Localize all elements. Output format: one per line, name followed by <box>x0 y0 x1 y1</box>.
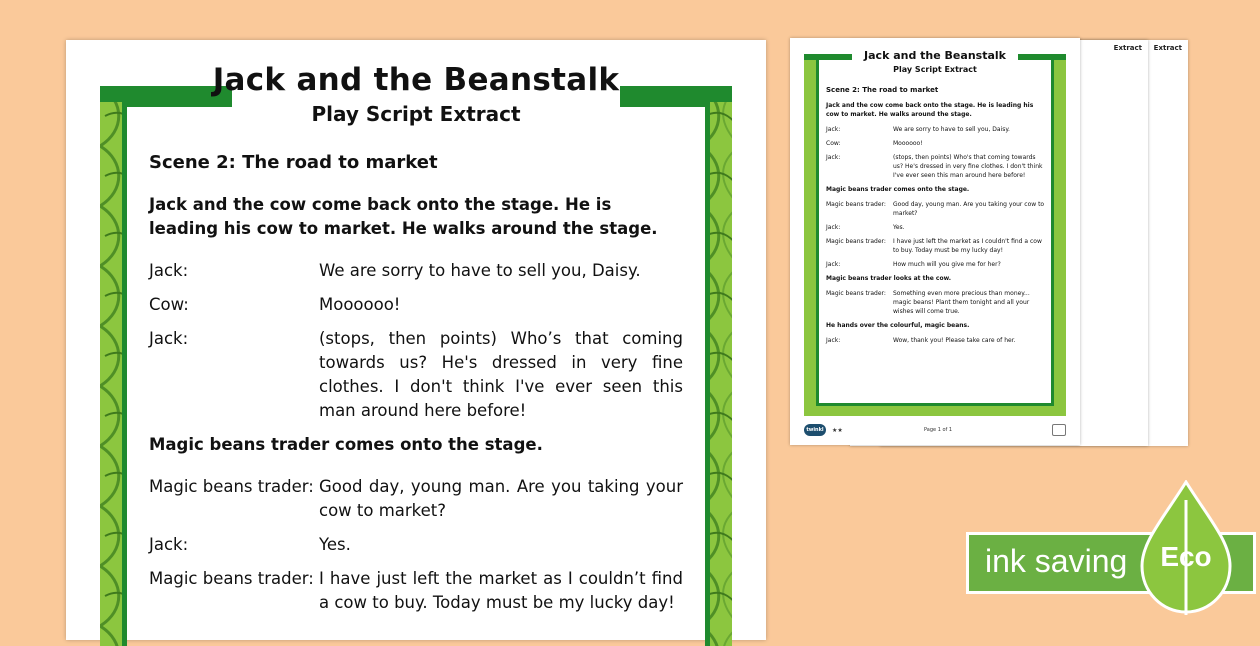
speaker-name: Jack: <box>826 154 841 161</box>
quality-seal-icon <box>1052 424 1066 436</box>
main-worksheet-page <box>66 40 766 640</box>
dialogue-line <box>149 475 683 523</box>
dialogue-text: (stops, then points) Who's that coming towards us? He's dressed in very fine clothes. I don't think I've ever seen this man around here before! <box>893 154 1043 179</box>
speaker-name: Magic beans trader: <box>826 290 886 297</box>
page-title: Jack and the Beanstalk <box>212 62 620 98</box>
stage-direction: Magic beans trader looks at the cow. <box>826 275 952 282</box>
dialogue-text: Good day, young man. Are you taking your cow to market? <box>319 477 683 520</box>
dialogue-text: Wow, thank you! Please take care of her. <box>893 337 1016 344</box>
dialogue-line <box>826 153 1046 180</box>
speaker-name: Magic beans trader: <box>826 238 886 245</box>
dialogue-line <box>149 293 683 317</box>
thumbnail-footer <box>804 423 1066 437</box>
page-number: Page 1 of 1 <box>924 427 953 433</box>
dialogue-text: Yes. <box>319 535 351 554</box>
scene-heading: Scene 2: The road to market <box>149 152 438 173</box>
dialogue-line <box>149 533 683 557</box>
dialogue-line <box>149 567 683 615</box>
thumbnail-back-label: Extract <box>1113 44 1142 52</box>
dialogue-line <box>826 200 1046 218</box>
twinkl-logo: twinkl <box>804 424 826 436</box>
dialogue-text: (stops, then points) Who’s that coming towards us? He's dressed in very fine clothes. I don't think I've ever seen this man around here before! <box>319 329 683 420</box>
script-content <box>149 152 683 625</box>
speaker-name: Jack: <box>149 261 189 280</box>
dialogue-line <box>826 260 1046 269</box>
speaker-name: Magic beans trader: <box>826 201 886 208</box>
stage-direction: He hands over the colourful, magic beans. <box>826 322 970 329</box>
thumbnail-back-label: Extract <box>1153 44 1182 52</box>
dialogue-text: We are sorry to have to sell you, Daisy. <box>893 126 1010 133</box>
dialogue-text: Yes. <box>893 224 905 231</box>
speaker-name: Jack: <box>826 126 841 133</box>
stage-direction: Jack and the cow come back onto the stage. He is leading his cow to market. He walks around the stage. <box>826 102 1034 118</box>
speaker-name: Cow: <box>149 295 189 314</box>
dialogue-text: Moooooo! <box>319 295 401 314</box>
stars-rating: ★★ <box>832 426 843 434</box>
speaker-name: Magic beans trader: <box>149 477 314 496</box>
stage-direction: Magic beans trader comes onto the stage. <box>149 435 543 454</box>
thumbnail-script-blocks <box>826 101 1046 345</box>
dialogue-line <box>149 327 683 423</box>
dialogue-line <box>826 289 1046 316</box>
speaker-name: Cow: <box>826 140 841 147</box>
stage-direction: Magic beans trader comes onto the stage. <box>826 186 970 193</box>
dialogue-text: I have just left the market as I couldn’t find a cow to buy. Today must be my lucky day! <box>319 569 683 612</box>
dialogue-line <box>826 237 1046 255</box>
dialogue-text: Something even more precious than money... magic beans! Plant them tonight and all your wishes will come true. <box>893 290 1030 315</box>
thumbnail-content <box>826 86 1046 350</box>
thumbnail-scene-heading: Scene 2: The road to market <box>826 86 939 94</box>
eco-label: Eco <box>1160 541 1212 572</box>
speaker-name: Jack: <box>826 261 841 268</box>
dialogue-text: I have just left the market as I couldn't find a cow to buy. Today must be my lucky day! <box>893 238 1042 254</box>
thumbnail-front-page <box>790 38 1080 445</box>
dialogue-text: Good day, young man. Are you taking your cow to market? <box>893 201 1045 217</box>
dialogue-line <box>826 223 1046 232</box>
page-subtitle: Play Script Extract <box>311 102 521 126</box>
speaker-name: Jack: <box>149 329 189 348</box>
dialogue-text: Moooooo! <box>893 140 923 147</box>
speaker-name: Magic beans trader: <box>149 569 314 588</box>
thumbnail-title: Jack and the Beanstalk <box>864 49 1006 62</box>
ink-saving-label: ink saving <box>985 543 1128 579</box>
thumbnail-subtitle: Play Script Extract <box>893 65 977 74</box>
dialogue-line <box>826 125 1046 134</box>
dialogue-text: We are sorry to have to sell you, Daisy. <box>319 261 641 280</box>
script-blocks <box>149 193 683 615</box>
dialogue-line <box>149 259 683 283</box>
speaker-name: Jack: <box>826 224 841 231</box>
speaker-name: Jack: <box>149 535 189 554</box>
dialogue-line <box>826 139 1046 148</box>
dialogue-text: How much will you give me for her? <box>893 261 1001 268</box>
speaker-name: Jack: <box>826 337 841 344</box>
dialogue-line <box>826 336 1046 345</box>
stage-direction: Jack and the cow come back onto the stage. He is leading his cow to market. He walks around the stage. <box>149 195 658 238</box>
